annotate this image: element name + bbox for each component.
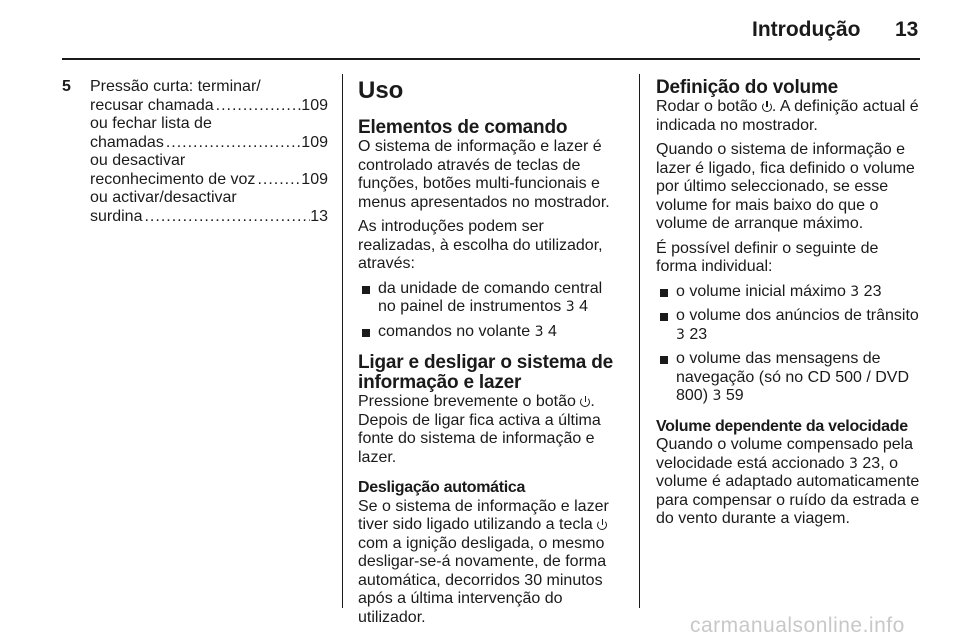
column-2 (358, 78, 624, 633)
bullet-square-icon (660, 313, 668, 321)
bullet-square-icon (362, 329, 370, 337)
item-5-description (62, 78, 328, 226)
toc-entry: surdina ..... 13 (90, 208, 328, 227)
toc-prefix: ou activar/desactivar (90, 189, 237, 206)
column-3 (656, 78, 922, 535)
column-divider-1 (342, 74, 343, 608)
page-reference-arrow-icon: 3 (565, 299, 575, 315)
page-number: 13 (895, 18, 919, 41)
bullet-square-icon (660, 356, 668, 364)
page-header-title: Introdução (752, 18, 861, 41)
item-number: 5 (62, 78, 71, 95)
section-heading: Uso (358, 77, 404, 104)
bullet-item: o volume inicial máximo 3 23 (656, 283, 922, 302)
paragraph: Pressione brevemente o botão . Depois de ligar fica activa a última fonte do sistema de informação e lazer. (358, 393, 601, 466)
column-1 (62, 78, 328, 226)
power-button-icon (597, 519, 607, 530)
subsection-heading: Elementos de comando (358, 117, 568, 138)
page-reference-arrow-icon: 3 (849, 455, 858, 472)
power-button-icon (580, 396, 590, 407)
toc-prefix: ou fechar lista de (90, 115, 212, 132)
bullet-item: o volume das mensagens de navegação (só no CD 500 / DVD 800) 3 59 (656, 350, 922, 406)
paragraph: Quando o sistema de informação e lazer é ligado, fica definido o volume por último seleccionado, se esse volume for mais baixo do que o volume de arranque máximo. (656, 141, 915, 232)
toc-entry: chamadas ..... 109 (90, 134, 328, 153)
bullet-item: comandos no volante 3 4 (358, 323, 624, 342)
toc-dots (255, 171, 301, 190)
toc-dots (142, 208, 310, 227)
subsection-heading: Desligação automática (358, 479, 526, 496)
paragraph: O sistema de informação e lazer é controlado através de teclas de funções, botões multi-funcionais e menus apresentados no mostrador. (358, 138, 610, 211)
bullet-item: o volume dos anúncios de trânsito 3 23 (656, 307, 922, 344)
paragraph: Se o sistema de informação e lazer tiver sido ligado utilizando a tecla com a ignição desligada, o mesmo desligar-se-á novamente, de forma automática, decorridos 30 minutos após a última intervenção do utilizador. (358, 497, 609, 626)
paragraph: Quando o volume compensado pela velocidade está accionado 3 23, o volume é adaptado automaticamente para compensar o ruído da estrada e do vento durante a viagem. (656, 436, 920, 527)
paragraph: É possível definir o seguinte de forma individual: (656, 239, 879, 275)
watermark: carmanualsonline.info (690, 614, 905, 637)
page-reference-arrow-icon: 3 (850, 283, 860, 300)
toc-prefix: ou desactivar (90, 152, 186, 169)
paragraph: Rodar o botão . A definição actual é indicada no mostrador. (656, 98, 919, 134)
bullet-square-icon (660, 289, 668, 297)
subsection-heading: Definição do volume (656, 77, 839, 98)
item-5-first-line: Pressão curta: terminar/ (90, 78, 261, 95)
column-divider-2 (639, 74, 640, 608)
paragraph: As introduções podem ser realizadas, à escolha do utilizador, através: (358, 218, 603, 272)
toc-dots (164, 134, 301, 153)
toc-dots (214, 97, 302, 116)
subsection-heading: Ligar e desligar o sistema de informação e lazer (358, 352, 614, 393)
bullet-square-icon (362, 286, 370, 294)
header-rule (62, 58, 920, 60)
power-button-icon (762, 101, 772, 112)
subsection-heading: Volume dependente da velocidade (656, 417, 908, 435)
page-reference-arrow-icon: 3 (712, 388, 722, 404)
toc-entry: reconhecimento de voz ..... 109 (90, 171, 328, 190)
toc-entry: recusar chamada ..... 109 (90, 97, 328, 116)
page-reference-arrow-icon: 3 (676, 326, 685, 343)
bullet-item: da unidade de comando central no painel de instrumentos 3 4 (358, 280, 624, 317)
page-reference-arrow-icon: 3 (534, 323, 544, 340)
